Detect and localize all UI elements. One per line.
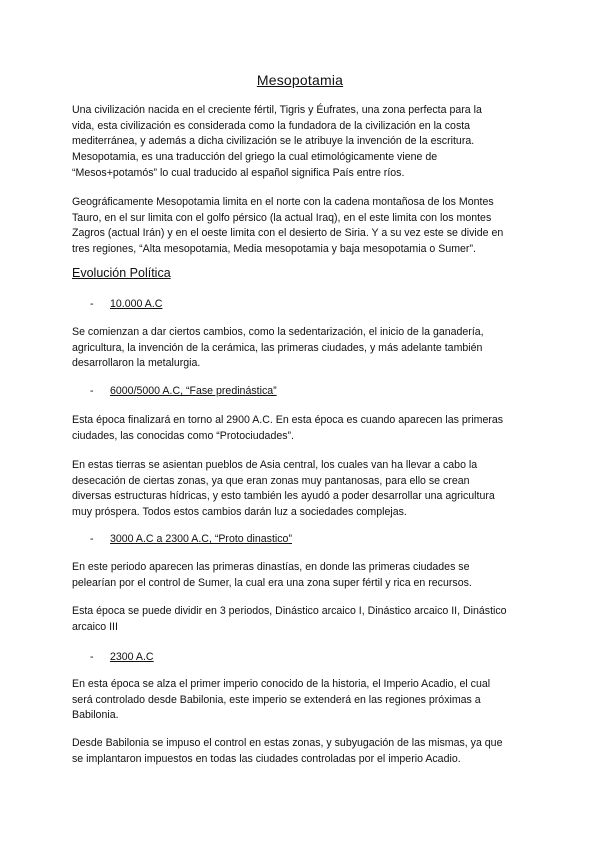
text-line: Mesopotamia, es una traducción del griego la cual etimológicamente viene de [72,151,438,164]
paragraph-10000ac [72,325,534,372]
text-line: pelearían por el control de Sumer, la cual era una zona super fértil y rica en recursos. [72,576,472,589]
bullet-item [90,384,277,399]
text-line: arcaico III [72,620,118,633]
bullet-item [90,650,154,665]
text-line: Desde Babilonia se impuso el control en estas zonas, y subyugación de las mismas, ya que [72,737,503,749]
bullet-dash: - [90,298,94,310]
bullet-text: 3000 A.C a 2300 A.C, “Proto dinastico” [110,533,292,545]
bullet-item [90,532,292,547]
page-title: Mesopotamia [256,72,344,88]
bullet-dash: - [90,533,94,545]
text-line: desarrollaron la metalurgia. [72,357,201,370]
bullet-text: 2300 A.C [110,651,154,663]
text-line: diversas estructuras hídricas, y esto también les ayudó a poder desarrollar una agricultura [72,490,495,503]
text-line: tres regiones, “Alta mesopotamia, Media mesopotamia y baja mesopotamia o Sumer”. [72,243,476,256]
text-line: “Mesos+potamós” lo cual traducido al español significa País entre ríos. [72,166,405,179]
text-line: Tauro, en el sur limita con el golfo pérsico (la actual Iraq), en el este limita con los montes [72,211,492,224]
text-line: vida, esta civilización es considerada como la fundadora de la civilización en la costa [72,119,471,132]
text-line: será controlado desde Babilonia, este imperio se extenderá en las regiones próximas a [72,693,481,706]
text-line: En este periodo aparecen las primeras dinastías, en donde las primeras ciudades se [72,561,470,573]
paragraph-protodinastico [72,560,534,591]
paragraph-asia-central [72,458,534,521]
text-line: mediterránea, y además a dicha civilización se le atribuye la invención de la escritura. [72,135,475,148]
bullet-text: 10.000 A.C [110,298,163,310]
bullet-dash: - [90,385,94,397]
text-line: desecación de ciertas zonas, ya que eran zonas muy pantanosas, para ello se crean [72,474,470,487]
text-line: Esta época se puede dividir en 3 periodos, Dinástico arcaico I, Dinástico arcaico II, Dinástico [72,605,507,617]
text-line: Una civilización nacida en el creciente fértil, Tigris y Éufrates, una zona perfecta para la [72,104,482,116]
section-heading: Evolución Política [72,266,171,280]
paragraph-imperio-acadio [72,677,534,724]
text-line: Se comienzan a dar ciertos cambios, como la sedentarización, el inicio de la ganadería, [72,326,484,338]
text-line: Geográficamente Mesopotamia limita en el norte con la cadena montañosa de los Montes [72,196,494,208]
text-line: En estas tierras se asientan pueblos de Asia central, los cuales van ha llevar a cabo la [72,459,478,471]
intro-paragraph [72,103,534,182]
text-line: se implantaron impuestos en todas las ciudades controladas por el imperio Acadio. [72,752,461,765]
text-line: Babilonia. [72,709,119,722]
text-line: Zagros (actual Irán) y en el oeste limita con el desierto de Siria. Y a su vez este se divide en [72,227,504,240]
bullet-dash: - [90,651,94,663]
paragraph-periodos [72,604,534,635]
geography-paragraph [72,195,534,258]
text-line: agricultura, la invención de la cerámica, las primeras ciudades, y más adelante también [72,341,483,354]
text-line: muy próspera. Todos estos cambios darán luz a sociedades complejas. [72,506,407,519]
text-line: En esta época se alza el primer imperio conocido de la historia, el Imperio Acadio, el cual [72,678,491,690]
bullet-item [90,297,162,312]
text-line: ciudades, las conocidas como “Protociudades”. [72,429,294,442]
paragraph-babilonia [72,736,534,767]
text-line: Esta época finalizará en torno al 2900 A.C. En esta época es cuando aparecen las primeras [72,414,504,426]
bullet-text: 6000/5000 A.C, “Fase predinástica” [110,385,277,397]
paragraph-predinastica [72,413,534,444]
